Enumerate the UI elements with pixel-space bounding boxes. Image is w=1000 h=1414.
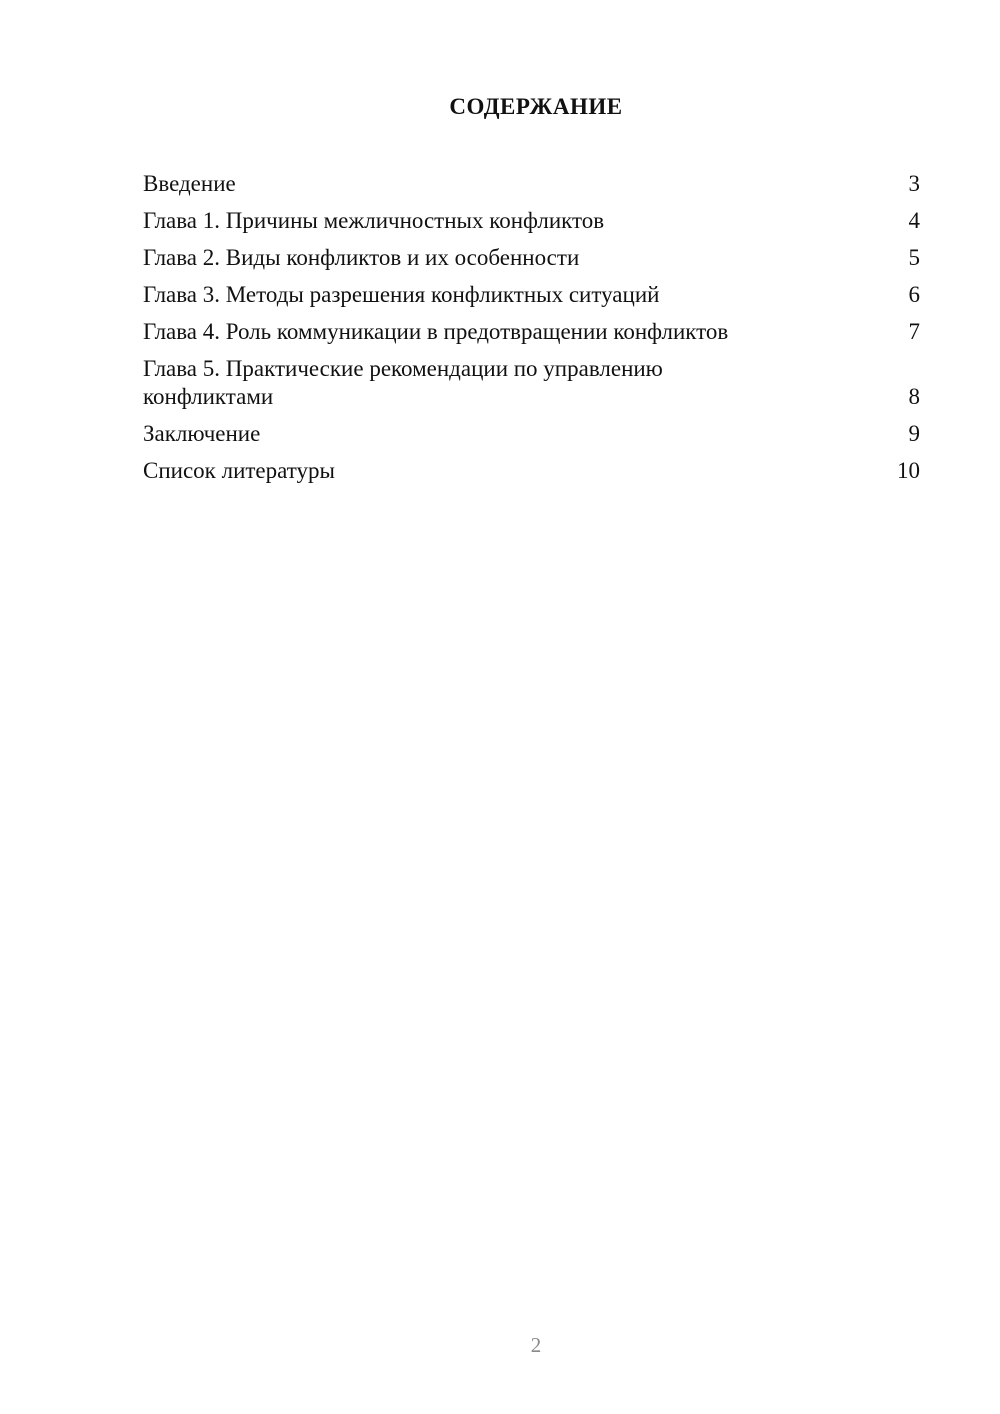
toc-entry-label: Введение [143, 171, 236, 196]
toc-entry-page: 10 [897, 458, 920, 483]
toc-entry-chapter-5[interactable] [143, 355, 920, 411]
toc-entry-page: 9 [908, 421, 920, 446]
toc-entry-label: Список литературы [143, 458, 335, 483]
toc-entry-page: 8 [908, 384, 920, 409]
page-number: 2 [530, 1333, 542, 1357]
toc-entry-label: Заключение [143, 421, 261, 446]
toc-entry-introduction[interactable] [143, 170, 920, 198]
toc-entry-page: 7 [908, 319, 920, 344]
toc-entry-label: Глава 4. Роль коммуникации в предотвращении конфликтов [143, 319, 729, 344]
toc-title: СОДЕРЖАНИЕ [449, 94, 623, 119]
toc-entry-label: Глава 5. Практические рекомендации по управлению конфликтами [143, 356, 663, 409]
toc-entry-chapter-1[interactable] [143, 207, 920, 235]
toc-entry-page: 3 [908, 171, 920, 196]
toc-entry-label: Глава 3. Методы разрешения конфликтных ситуаций [143, 282, 660, 307]
toc-entry-page: 5 [908, 245, 920, 270]
toc-entry-chapter-2[interactable] [143, 244, 920, 272]
toc-entry-conclusion[interactable] [143, 420, 920, 448]
toc-entry-references[interactable] [143, 457, 920, 485]
toc-entry-chapter-3[interactable] [143, 281, 920, 309]
toc-entry-page: 6 [908, 282, 920, 307]
toc-entry-label: Глава 2. Виды конфликтов и их особенности [143, 245, 580, 270]
toc-entry-label: Глава 1. Причины межличностных конфликтов [143, 208, 605, 233]
toc-entry-page: 4 [908, 208, 920, 233]
table-of-contents [143, 170, 920, 494]
toc-entry-chapter-4[interactable] [143, 318, 920, 346]
